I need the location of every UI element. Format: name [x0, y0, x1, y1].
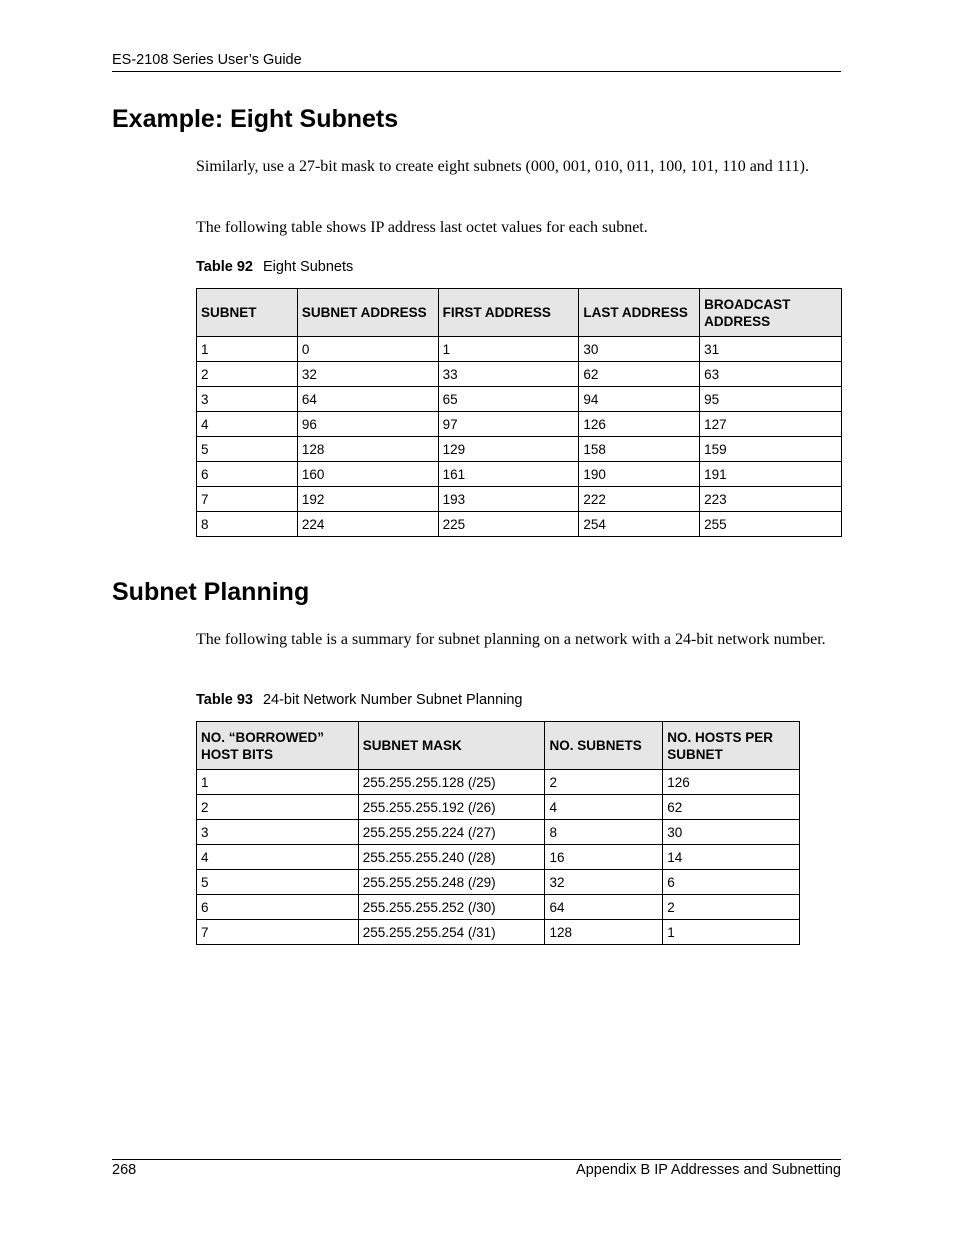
column-header: SUBNET MASK	[358, 722, 545, 770]
paragraph-eight-subnets-table-intro: The following table shows IP address last octet values for each subnet.	[196, 219, 648, 236]
table-cell: 4	[197, 412, 298, 437]
column-header: NO. “BORROWED” HOST BITS	[197, 722, 359, 770]
table-cell: 96	[297, 412, 438, 437]
table-cell: 4	[545, 795, 663, 820]
table-cell: 0	[297, 337, 438, 362]
table-93-caption	[196, 692, 522, 708]
table-cell: 65	[438, 387, 579, 412]
table-cell: 224	[297, 512, 438, 537]
table-cell: 126	[579, 412, 700, 437]
table-cell: 128	[297, 437, 438, 462]
column-header: BROADCAST ADDRESS	[700, 289, 842, 337]
table-cell: 6	[197, 462, 298, 487]
page-number: 268	[112, 1162, 137, 1178]
table-cell: 30	[663, 820, 800, 845]
table-cell: 3	[197, 820, 359, 845]
table-row	[197, 512, 842, 537]
column-header: SUBNET	[197, 289, 298, 337]
table-cell: 190	[579, 462, 700, 487]
table-92-caption	[196, 259, 353, 275]
table-cell: 191	[700, 462, 842, 487]
table-cell: 161	[438, 462, 579, 487]
table-row	[197, 920, 800, 945]
table-cell: 1	[663, 920, 800, 945]
table-cell: 6	[663, 870, 800, 895]
column-header: SUBNET ADDRESS	[297, 289, 438, 337]
table-cell: 222	[579, 487, 700, 512]
table-cell: 30	[579, 337, 700, 362]
table-cell: 255.255.255.128 (/25)	[358, 770, 545, 795]
table-cell: 225	[438, 512, 579, 537]
table-cell: 6	[197, 895, 359, 920]
column-header: LAST ADDRESS	[579, 289, 700, 337]
table-cell: 32	[545, 870, 663, 895]
table-cell: 63	[700, 362, 842, 387]
footer-section-name: Appendix B IP Addresses and Subnetting	[576, 1162, 841, 1178]
section-title-subnet-planning: Subnet Planning	[112, 578, 310, 606]
table-cell: 97	[438, 412, 579, 437]
table-header-row	[197, 722, 800, 770]
table-cell: 8	[545, 820, 663, 845]
table-row	[197, 795, 800, 820]
table-row	[197, 870, 800, 895]
subnet-planning-table	[196, 721, 800, 945]
table-row	[197, 462, 842, 487]
table-cell: 255.255.255.240 (/28)	[358, 845, 545, 870]
column-header: NO. HOSTS PER SUBNET	[663, 722, 800, 770]
table-93-caption-label: Table 93	[196, 692, 253, 708]
table-cell: 1	[438, 337, 579, 362]
table-cell: 128	[545, 920, 663, 945]
column-header: FIRST ADDRESS	[438, 289, 579, 337]
table-cell: 254	[579, 512, 700, 537]
table-cell: 4	[197, 845, 359, 870]
eight-subnets-table	[196, 288, 842, 537]
table-cell: 3	[197, 387, 298, 412]
table-cell: 1	[197, 337, 298, 362]
table-cell: 159	[700, 437, 842, 462]
table-cell: 5	[197, 437, 298, 462]
table-row	[197, 820, 800, 845]
table-cell: 8	[197, 512, 298, 537]
table-cell: 62	[579, 362, 700, 387]
table-cell: 2	[663, 895, 800, 920]
header-rule	[112, 71, 841, 72]
table-cell: 2	[545, 770, 663, 795]
table-cell: 193	[438, 487, 579, 512]
table-cell: 64	[545, 895, 663, 920]
table-row	[197, 412, 842, 437]
section-title-eight-subnets: Example: Eight Subnets	[112, 105, 399, 133]
table-cell: 1	[197, 770, 359, 795]
paragraph-subnet-planning-intro: The following table is a summary for subnet planning on a network with a 24-bit network number.	[196, 631, 826, 648]
table-header-row	[197, 289, 842, 337]
table-cell: 158	[579, 437, 700, 462]
table-cell: 94	[579, 387, 700, 412]
table-cell: 7	[197, 920, 359, 945]
column-header: NO. SUBNETS	[545, 722, 663, 770]
table-cell: 126	[663, 770, 800, 795]
table-cell: 33	[438, 362, 579, 387]
table-cell: 16	[545, 845, 663, 870]
table-cell: 192	[297, 487, 438, 512]
table-92-caption-text: Eight Subnets	[262, 259, 354, 275]
table-cell: 64	[297, 387, 438, 412]
table-cell: 129	[438, 437, 579, 462]
table-cell: 255	[700, 512, 842, 537]
table-row	[197, 845, 800, 870]
table-cell: 2	[197, 795, 359, 820]
table-row	[197, 437, 842, 462]
table-cell: 32	[297, 362, 438, 387]
table-row	[197, 337, 842, 362]
table-cell: 31	[700, 337, 842, 362]
footer-rule	[112, 1159, 841, 1160]
table-cell: 95	[700, 387, 842, 412]
table-cell: 5	[197, 870, 359, 895]
table-cell: 127	[700, 412, 842, 437]
table-cell: 255.255.255.248 (/29)	[358, 870, 545, 895]
table-cell: 62	[663, 795, 800, 820]
paragraph-eight-subnets-intro: Similarly, use a 27-bit mask to create eight subnets (000, 001, 010, 011, 100, 101, 110 and 111).	[196, 158, 809, 175]
table-row	[197, 487, 842, 512]
table-cell: 160	[297, 462, 438, 487]
table-cell: 255.255.255.224 (/27)	[358, 820, 545, 845]
table-92-caption-label: Table 92	[196, 259, 253, 275]
running-header: ES-2108 Series User’s Guide	[112, 52, 302, 68]
table-cell: 7	[197, 487, 298, 512]
table-cell: 255.255.255.252 (/30)	[358, 895, 545, 920]
table-cell: 223	[700, 487, 842, 512]
table-row	[197, 362, 842, 387]
table-cell: 255.255.255.254 (/31)	[358, 920, 545, 945]
table-cell: 255.255.255.192 (/26)	[358, 795, 545, 820]
table-93-caption-text: 24-bit Network Number Subnet Planning	[262, 692, 523, 708]
table-row	[197, 770, 800, 795]
table-cell: 14	[663, 845, 800, 870]
table-row	[197, 387, 842, 412]
table-cell: 2	[197, 362, 298, 387]
table-row	[197, 895, 800, 920]
